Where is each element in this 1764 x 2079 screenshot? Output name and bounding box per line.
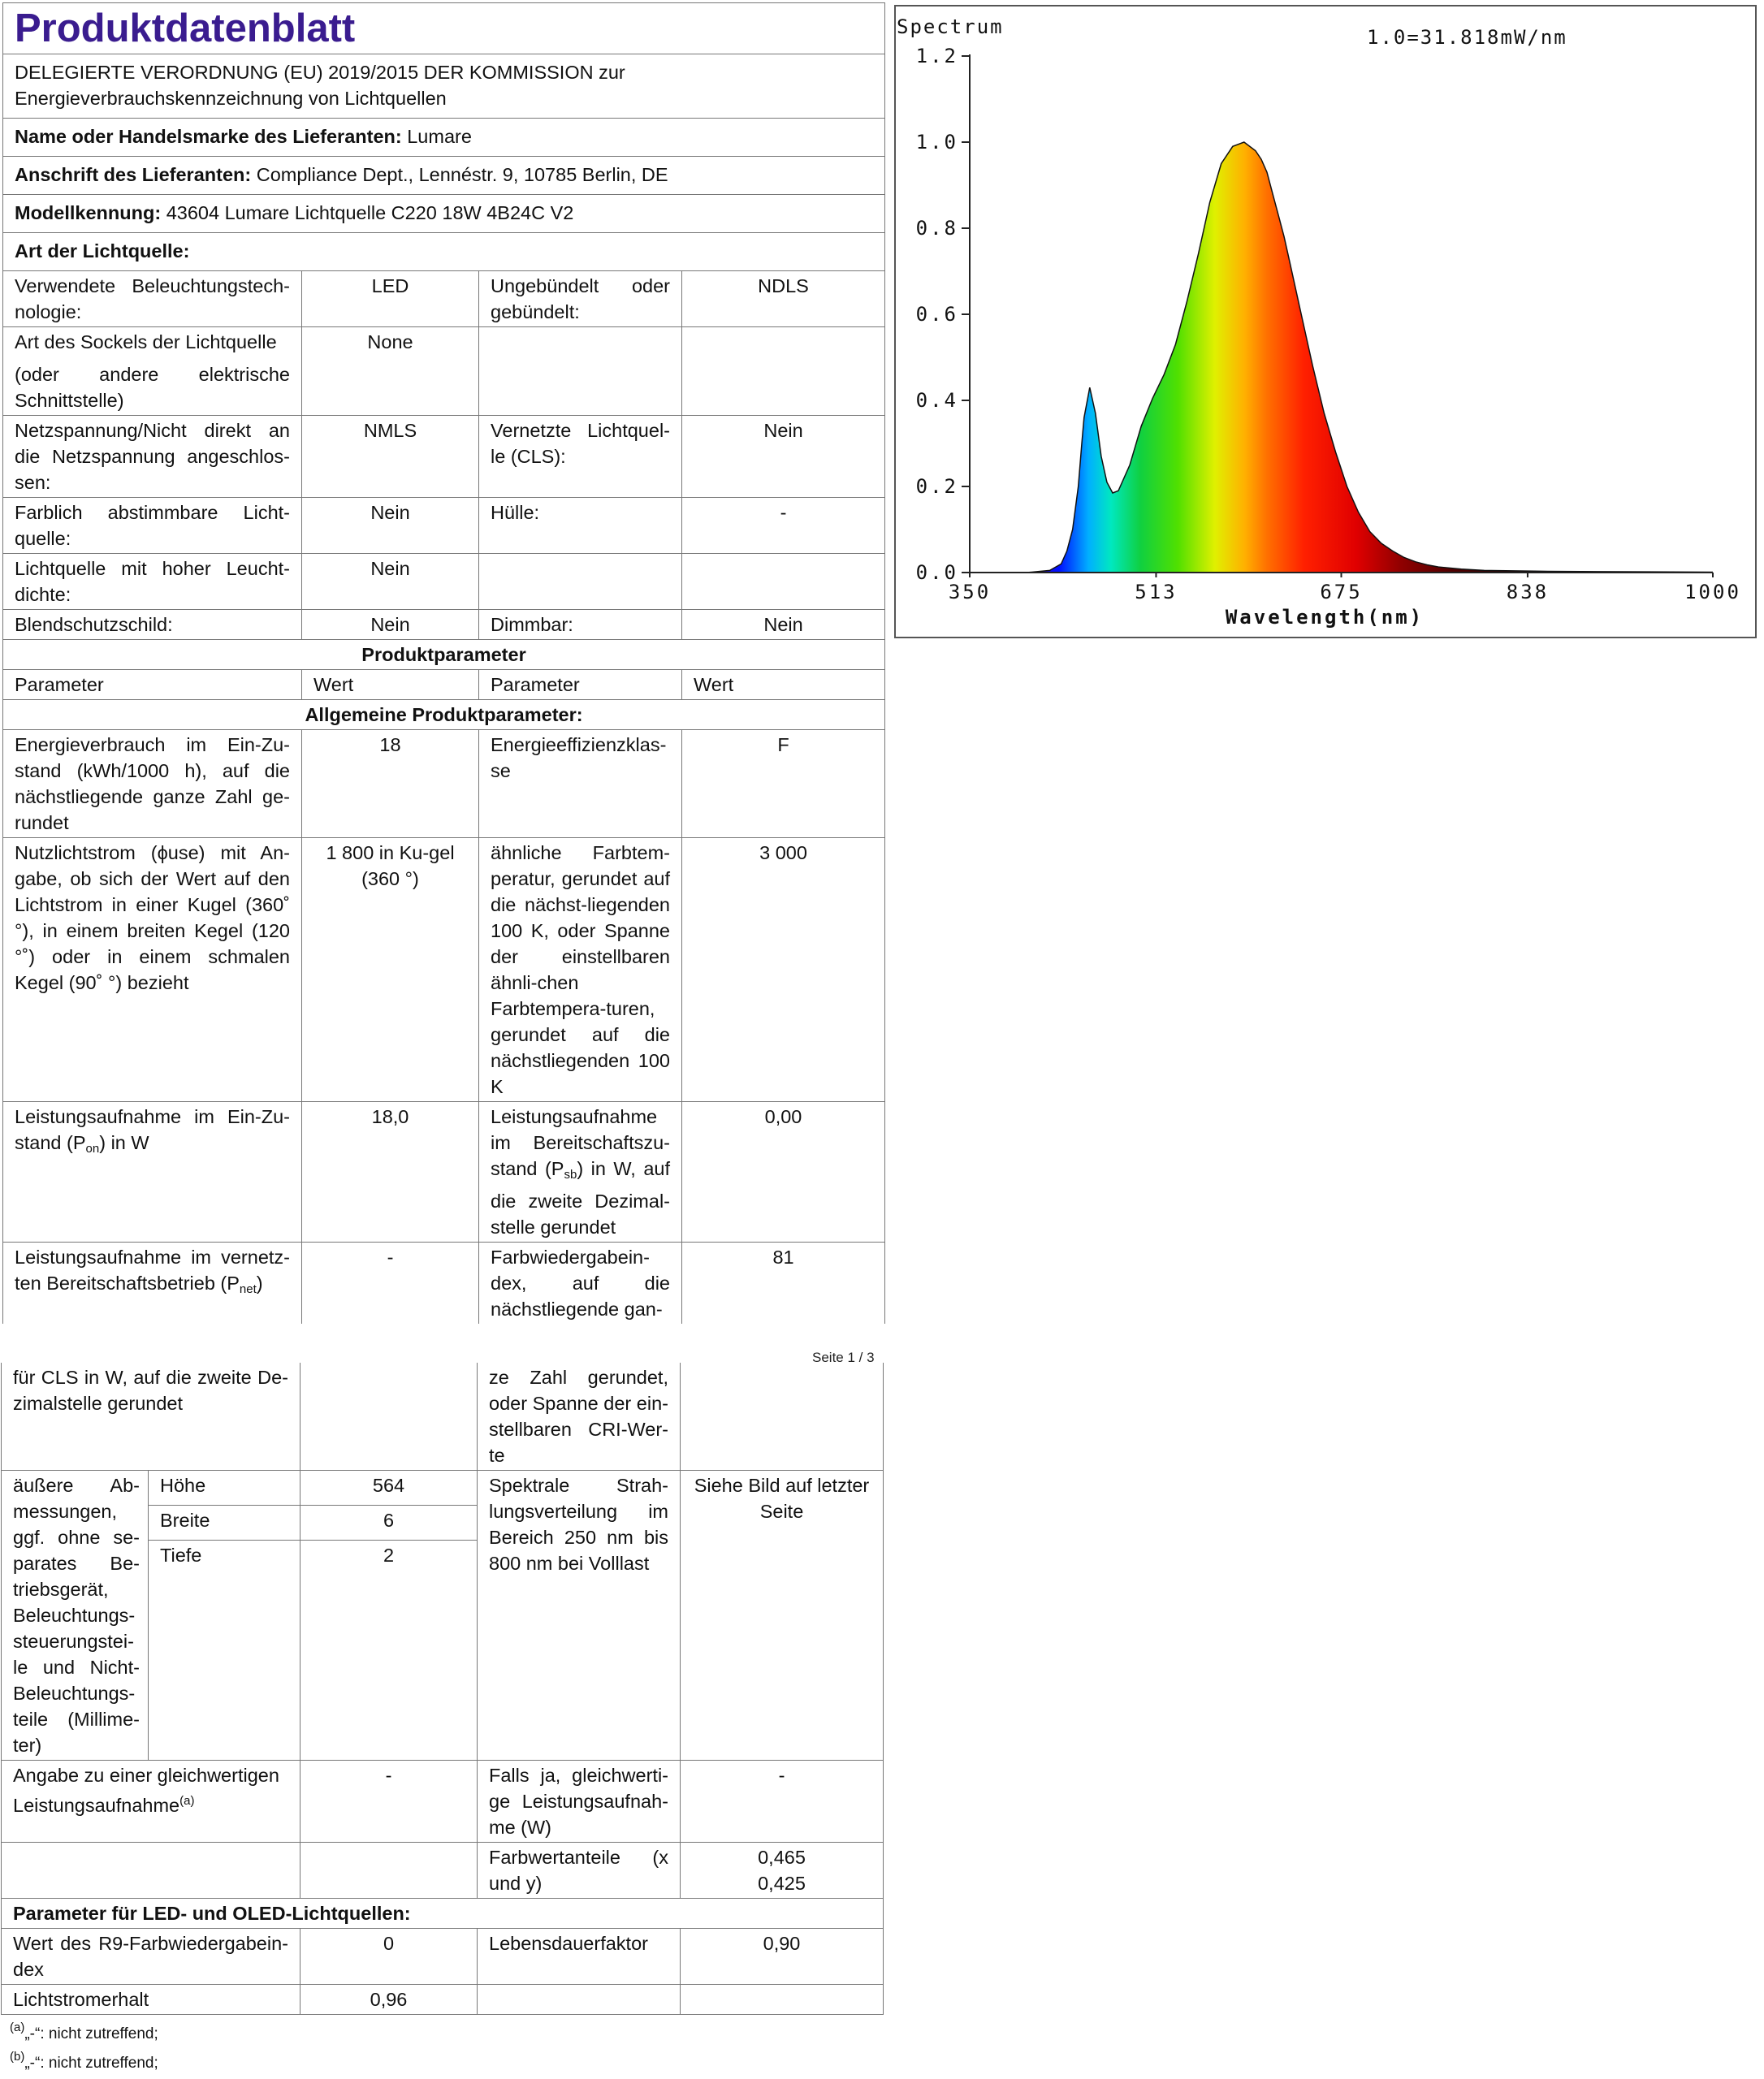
cct-value: 3 000 xyxy=(682,838,885,1102)
equiv-label xyxy=(2,1761,300,1843)
empty-cell xyxy=(300,1363,478,1471)
x-axis-label: Wavelength(nm) xyxy=(1225,606,1425,629)
bundled-value: NDLS xyxy=(682,271,885,327)
eclass-label: Energieeffizienzklas-se xyxy=(479,730,682,838)
cri-value: 81 xyxy=(682,1243,885,1325)
depth-label: Tiefe xyxy=(149,1541,300,1761)
chroma-label: Farbwertanteile (x und y) xyxy=(478,1843,681,1899)
psb-label-a: Leistungsaufnahme im Bereitschaftszu-stand (P xyxy=(491,1106,670,1179)
flux-value: 1 800 in Ku-gel (360 °) xyxy=(302,838,479,1102)
address-row xyxy=(3,157,885,195)
cls-label: Vernetzte Lichtquel-le (CLS): xyxy=(479,416,682,498)
led-params-heading: Parameter für LED- und OLED-Lichtquellen: xyxy=(2,1899,884,1929)
pnet-value: - xyxy=(302,1243,479,1325)
y-tick-label: 0.8 xyxy=(915,217,958,240)
spectrum-chart xyxy=(894,5,1757,638)
tunable-label: Farblich abstimmbare Licht-quelle: xyxy=(3,498,302,554)
eclass-value: F xyxy=(682,730,885,838)
pnet-label-a: Leistungsaufnahme im vernetz-ten Bereitschaftsbetrieb (P xyxy=(15,1247,290,1294)
bundled-label: Ungebündelt oder gebündelt: xyxy=(479,271,682,327)
empty-cell xyxy=(300,1843,478,1899)
chroma-value xyxy=(681,1843,884,1899)
width-value: 6 xyxy=(300,1506,478,1541)
datasheet-table-top xyxy=(2,2,885,1324)
y-tick-label: 0.6 xyxy=(915,303,958,326)
pnet-label-cont: für CLS in W, auf die zweite De-zimalstelle gerundet xyxy=(2,1363,300,1471)
equivpower-label: Falls ja, gleichwerti-ge Leistungsaufnah-me (W) xyxy=(478,1761,681,1843)
x-tick-label: 1000 xyxy=(1684,581,1741,603)
page-number: Seite 1 / 3 xyxy=(812,1350,875,1365)
pon-value: 18,0 xyxy=(302,1102,479,1243)
height-label: Höhe xyxy=(149,1471,300,1506)
y-tick-label: 1.0 xyxy=(915,131,958,153)
dimmable-value: Nein xyxy=(682,610,885,640)
tunable-value: Nein xyxy=(302,498,479,554)
spectral-label: Spektrale Strah-lungsverteilung im Bereich 250 nm bis 800 nm bei Volllast xyxy=(478,1471,681,1761)
height-value: 564 xyxy=(300,1471,478,1506)
equivpower-value: - xyxy=(681,1761,884,1843)
tech-label: Verwendete Beleuchtungstech-nologie: xyxy=(3,271,302,327)
x-tick-label: 675 xyxy=(1320,581,1363,603)
empty-cell xyxy=(2,1843,300,1899)
highlum-value: Nein xyxy=(302,554,479,610)
psb-label-sub: sb xyxy=(564,1168,577,1182)
chroma-x: 0,465 xyxy=(758,1847,806,1868)
empty-cell xyxy=(682,327,885,416)
empty-cell xyxy=(681,1985,884,2015)
supplier-value: Lumare xyxy=(407,126,472,147)
model-row xyxy=(3,195,885,233)
r9-value: 0 xyxy=(300,1929,478,1985)
empty-cell xyxy=(478,1985,681,2015)
cls-value: Nein xyxy=(682,416,885,498)
pnet-label-b: ) xyxy=(256,1273,263,1294)
tech-value: LED xyxy=(302,271,479,327)
footnote-a-text: „-“: nicht zutreffend; xyxy=(24,2025,158,2042)
socket-value: None xyxy=(302,327,479,416)
width-label: Breite xyxy=(149,1506,300,1541)
dimmable-label: Dimmbar: xyxy=(479,610,682,640)
empty-cell xyxy=(681,1363,884,1471)
datasheet-page-1 xyxy=(2,2,884,1324)
pon-label-a: Leistungsaufnahme im Ein-Zu-stand (P xyxy=(15,1106,290,1153)
cri-label-b: ze Zahl gerundet, oder Spanne der ein-stellbaren CRI-Wer-te xyxy=(478,1363,681,1471)
socket-label-line-1: Art des Sockels der Lichtquelle xyxy=(15,331,277,352)
antiglare-label: Blendschutzschild: xyxy=(3,610,302,640)
psb-label xyxy=(479,1102,682,1243)
address-value: Compliance Dept., Lennéstr. 9, 10785 Berlin, DE xyxy=(256,164,668,185)
spectrum-svg xyxy=(896,6,1755,637)
dims-label: äußere Ab-messungen, ggf. ohne se-parates Be-triebsgerät, Beleuchtungs-steuerungstei-le und Nicht-Beleuchtungs-teile (Millime-ter) xyxy=(2,1471,149,1761)
mains-value: NMLS xyxy=(302,416,479,498)
footnote-b-mark: (b) xyxy=(10,2050,25,2064)
energy-value: 18 xyxy=(302,730,479,838)
empty-cell xyxy=(479,327,682,416)
y-tick-label: 0.4 xyxy=(915,389,958,412)
footnote-a-mark: (a) xyxy=(10,2021,25,2034)
col-param-1: Parameter xyxy=(3,670,302,700)
energy-label: Energieverbrauch im Ein-Zu-stand (kWh/1000 h), auf die nächstliegende ganze Zahl ge-rundet xyxy=(3,730,302,838)
highlum-label: Lichtquelle mit hoher Leucht-dichte: xyxy=(3,554,302,610)
socket-label-line-2: (oder andere elektrische Schnittstelle) xyxy=(15,364,290,411)
pon-label-sub: on xyxy=(85,1142,100,1156)
equiv-value: - xyxy=(300,1761,478,1843)
depth-value: 2 xyxy=(300,1541,478,1761)
life-value: 0,90 xyxy=(681,1929,884,1985)
psb-value: 0,00 xyxy=(682,1102,885,1243)
chart-annotation: 1.0=31.818mW/nm xyxy=(1367,26,1567,49)
maint-label: Lichtstromerhalt xyxy=(2,1985,300,2015)
psb-label-b: ) in W, auf die zweite Dezimal-stelle gerundet xyxy=(491,1158,670,1238)
x-tick-label: 838 xyxy=(1506,581,1550,603)
footnote-b xyxy=(10,2050,158,2073)
empty-cell xyxy=(479,554,682,610)
empty-cell xyxy=(682,554,885,610)
pnet-label xyxy=(3,1243,302,1325)
spectrum-area xyxy=(970,142,1713,573)
envelope-value: - xyxy=(682,498,885,554)
chart-title: Spectrum xyxy=(897,15,1004,38)
y-tick-label: 1.2 xyxy=(915,45,958,67)
col-param-2: Parameter xyxy=(479,670,682,700)
type-heading: Art der Lichtquelle: xyxy=(3,233,885,271)
mains-label: Netzspannung/Nicht direkt an die Netzspannung angeschlos-sen: xyxy=(3,416,302,498)
cct-label: ähnliche Farbtem-peratur, gerundet auf die nächst-liegenden 100 K, oder Spanne der einstellbaren ähnli-chen Farbtempera-turen, gerundet auf die nächstliegenden 100 K xyxy=(479,838,682,1102)
x-tick-label: 513 xyxy=(1135,581,1178,603)
x-tick-label: 350 xyxy=(948,581,992,603)
pon-label xyxy=(3,1102,302,1243)
footnote-b-text: „-“: nicht zutreffend; xyxy=(24,2055,158,2072)
address-label: Anschrift des Lieferanten: xyxy=(15,164,252,185)
socket-label xyxy=(3,327,302,416)
equiv-label-sup: (a) xyxy=(179,1794,195,1808)
maint-value: 0,96 xyxy=(300,1985,478,2015)
product-params-heading: Produktparameter xyxy=(3,640,885,670)
y-tick-label: 0.0 xyxy=(915,561,958,584)
chroma-y: 0,425 xyxy=(758,1873,806,1894)
regulation-text: DELEGIERTE VERORDNUNG (EU) 2019/2015 DER KOMMISSION zur Energieverbrauchskennzeichnung von Lichtquellen xyxy=(3,54,885,119)
pon-label-b: ) in W xyxy=(99,1132,149,1153)
envelope-label: Hülle: xyxy=(479,498,682,554)
equiv-label-text: Angabe zu einer gleichwertigen Leistungsaufnahme xyxy=(13,1765,279,1816)
datasheet-table-bottom xyxy=(1,1363,884,2015)
supplier-label: Name oder Handelsmarke des Lieferanten: xyxy=(15,126,402,147)
footnote-a xyxy=(10,2021,158,2043)
r9-label: Wert des R9-Farbwiedergabein-dex xyxy=(2,1929,300,1985)
doc-title: Produktdatenblatt xyxy=(3,3,885,54)
spectral-value: Siehe Bild auf letzter Seite xyxy=(681,1471,884,1761)
col-value-1: Wert xyxy=(302,670,479,700)
cri-label-a: Farbwiedergabein-dex, auf die nächstliegende gan- xyxy=(479,1243,682,1325)
antiglare-value: Nein xyxy=(302,610,479,640)
y-tick-label: 0.2 xyxy=(915,475,958,498)
datasheet-page-2 xyxy=(1,1363,883,2015)
model-label: Modellkennung: xyxy=(15,202,162,223)
supplier-row xyxy=(3,119,885,157)
pnet-label-sub: net xyxy=(239,1282,257,1296)
col-value-2: Wert xyxy=(682,670,885,700)
flux-label: Nutzlichtstrom (ϕuse) mit An-gabe, ob sich der Wert auf den Lichtstrom in einer Kugel (360˚ °), in einem breiten Kegel (120 °˚) oder in einem schmalen Kegel (90˚ °) bezieht xyxy=(3,838,302,1102)
life-label: Lebensdauerfaktor xyxy=(478,1929,681,1985)
model-value: 43604 Lumare Lichtquelle C220 18W 4B24C V2 xyxy=(166,202,574,223)
general-params-heading: Allgemeine Produktparameter: xyxy=(3,700,885,730)
